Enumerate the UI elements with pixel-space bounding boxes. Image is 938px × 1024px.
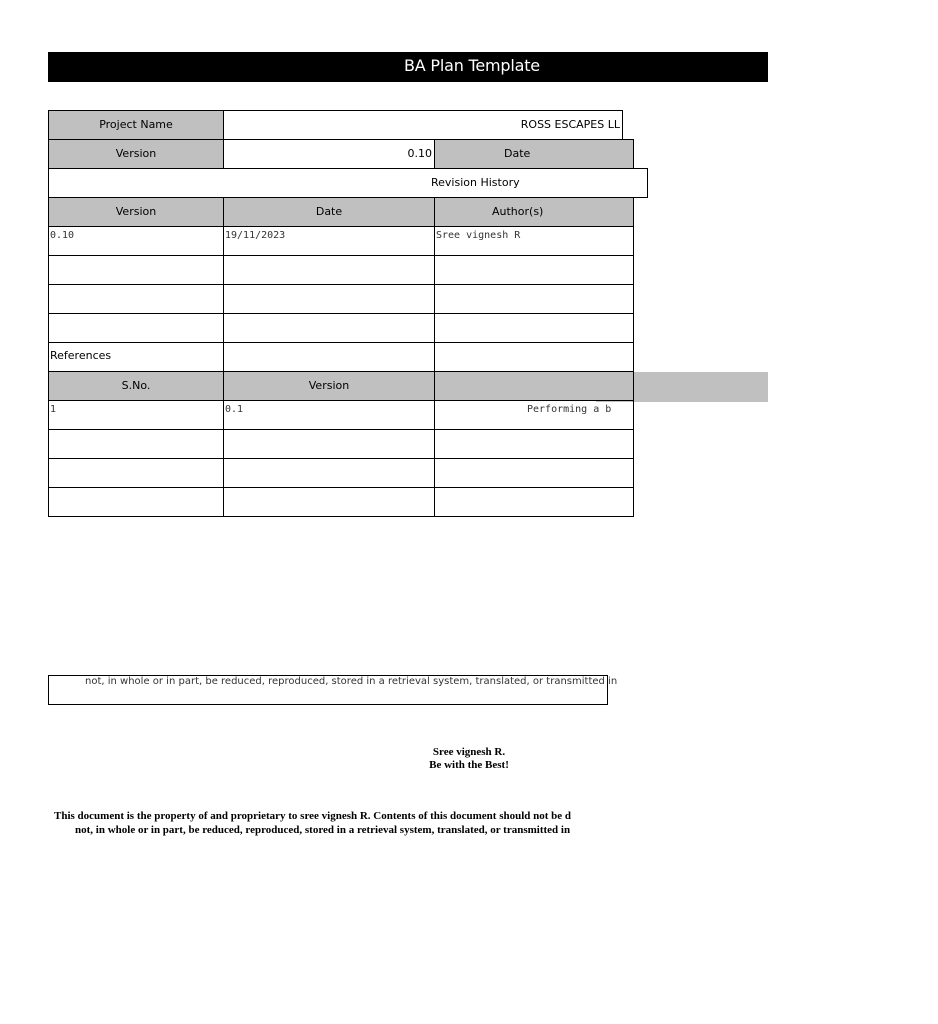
references-row-4-sno [48,487,224,517]
references-row-1-sno: 1 [48,400,224,430]
revision-row-3-version [48,284,224,314]
revision-row-2-version [48,255,224,285]
references-row-2-sno [48,429,224,459]
revision-col-date: Date [223,197,435,227]
signature-name: Sree vignesh R. [432,746,506,758]
revision-row-4-date [223,313,435,343]
revision-row-3-author [434,284,634,314]
references-row-2-version [223,429,435,459]
footer-line-2: not, in whole or in part, be reduced, reproduced, stored in a retrieval system, translated, or transmitted in [75,824,571,836]
revision-row-2-author [434,255,634,285]
signature-tagline: Be with the Best! [429,759,509,771]
revision-row-3-date [223,284,435,314]
revision-row-4-version [48,313,224,343]
references-heading-cell-3 [434,342,634,372]
revision-col-version: Version [48,197,224,227]
confidentiality-text: not, in whole or in part, be reduced, reproduced, stored in a retrieval system, translated, or transmitted in [85,676,618,687]
references-row-3-description [434,458,634,488]
page-title: BA Plan Template [404,56,540,75]
revision-row-1-date: 19/11/2023 [223,226,435,256]
revision-history-heading: Revision History [48,168,648,198]
references-heading-cell-2 [223,342,435,372]
references-col-description [434,371,634,401]
references-row-1-description: Performing a b [434,400,634,430]
references-col-sno: S.No. [48,371,224,401]
date-label: Date [434,139,634,169]
revision-row-4-author [434,313,634,343]
project-name-label: Project Name [48,110,224,140]
references-row-3-version [223,458,435,488]
revision-row-1-author: Sree vignesh R [434,226,634,256]
references-row-4-version [223,487,435,517]
footer-line-1: This document is the property of and proprietary to sree vignesh R. Contents of this document should not be d [54,810,572,822]
references-row-1-version: 0.1 [223,400,435,430]
references-row-4-description [434,487,634,517]
references-col-version: Version [223,371,435,401]
version-label: Version [48,139,224,169]
project-name-value: ROSS ESCAPES LL [223,110,623,140]
revision-row-1-version: 0.10 [48,226,224,256]
references-row-2-description [434,429,634,459]
references-row-3-sno [48,458,224,488]
confidentiality-box [48,675,618,705]
revision-col-authors: Author(s) [434,197,634,227]
references-heading: References [48,342,224,372]
revision-row-2-date [223,255,435,285]
version-value: 0.10 [223,139,435,169]
